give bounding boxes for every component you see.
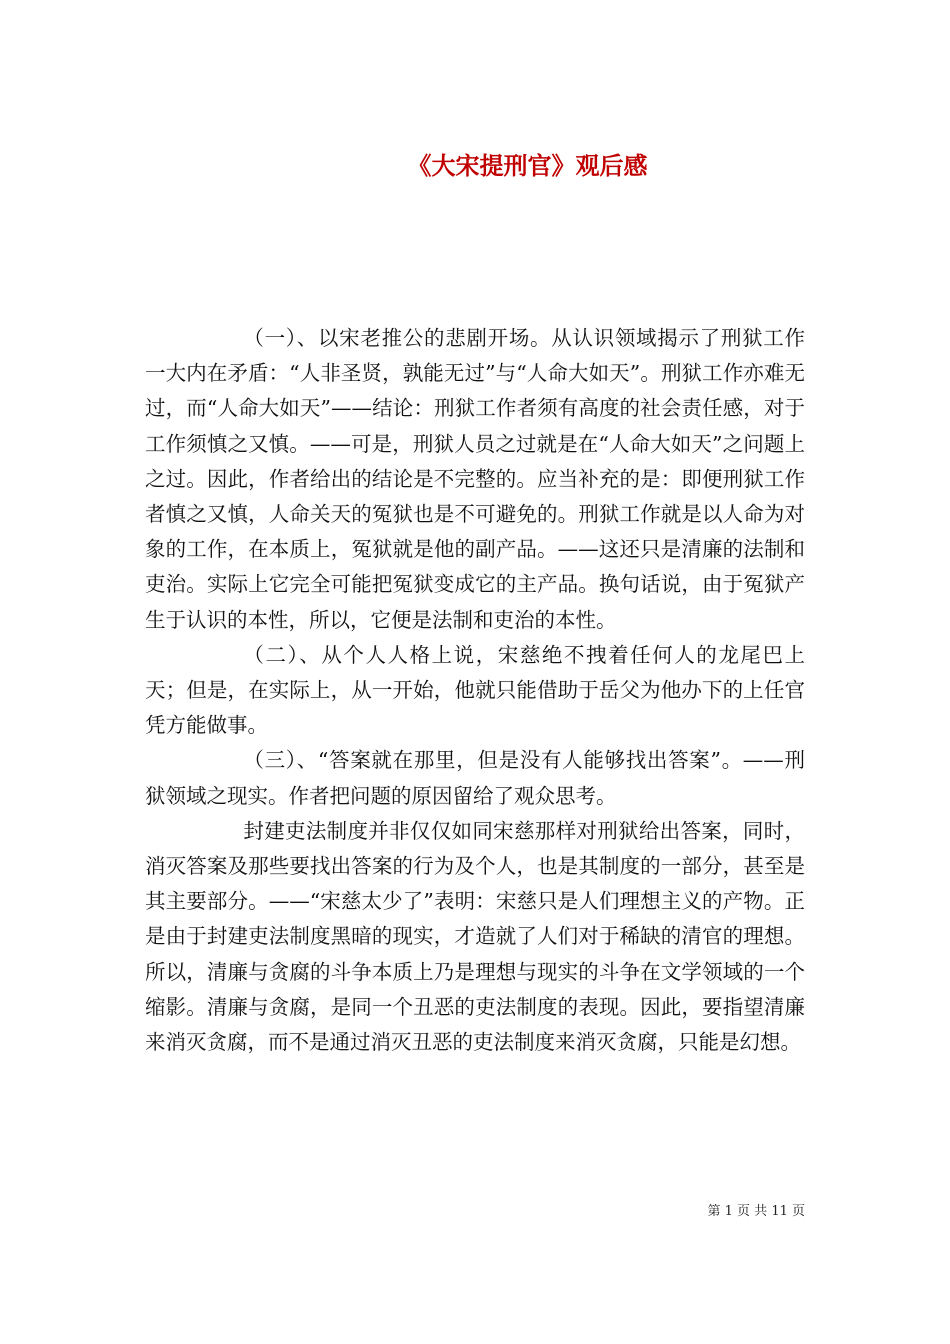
- document-body: [145, 321, 805, 1060]
- document-title: 《大宋提刑官》观后感: [407, 151, 648, 181]
- paragraph: 封建吏法制度并非仅仅如同宋慈那样对刑狱给出答案，同时，消灭答案及那些要找出答案的行为及个人，也是其制度的一部分，甚至是其主要部分。——“宋慈太少了”表明：宋慈只是人们理想主义的产物。正是由于封建吏法制度黑暗的现实，才造就了人们对于稀缺的清官的理想。所以，清廉与贪腐的斗争本质上乃是理想与现实的斗争在文学领域的一个缩影。清廉与贪腐，是同一个丑恶的吏法制度的表现。因此，要指望清廉来消灭贪腐，而不是通过消灭丑恶的吏法制度来消灭贪腐，只能是幻想。: [145, 818, 805, 1055]
- paragraph: （二）、从个人人格上说，宋慈绝不拽着任何人的龙尾巴上天；但是，在实际上，从一开始，他就只能借助于岳父为他办下的上任官凭方能做事。: [145, 642, 805, 738]
- page-number-footer: 第 1 页 共 11 页: [707, 1204, 805, 1219]
- paragraph: （一）、以宋老推公的悲剧开场。从认识领域揭示了刑狱工作一大内在矛盾：“人非圣贤，孰能无过”与“人命大如天”。刑狱工作亦难无过，而“人命大如天”——结论：刑狱工作者须有高度的社会责任感，对于工作须慎之又慎。——可是，刑狱人员之过就是在“人命大如天”之问题上之过。因此，作者给出的结论是不完整的。应当补充的是：即便刑狱工作者慎之又慎，人命关天的冤狱也是不可避免的。刑狱工作就是以人命为对象的工作，在本质上，冤狱就是他的副产品。——这还只是清廉的法制和吏治。实际上它完全可能把冤狱变成它的主产品。换句话说，由于冤狱产生于认识的本性，所以，它便是法制和吏治的本性。: [145, 326, 805, 632]
- paragraph: （三）、“答案就在那里，但是没有人能够找出答案”。——刑狱领域之现实。作者把问题的原因留给了观众思考。: [145, 748, 805, 808]
